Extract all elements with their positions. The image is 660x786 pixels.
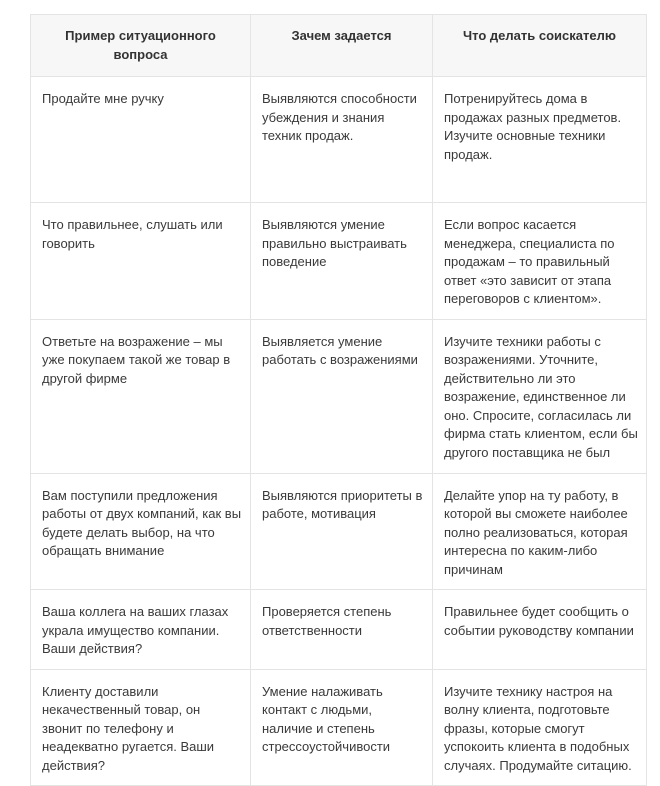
- cell-what-to-do: Правильнее будет сообщить о событии руководству компании: [433, 590, 647, 670]
- header-what-to-do: Что делать соискателю: [433, 15, 647, 77]
- cell-example-question: Клиенту доставили некачественный товар, он звонит по телефону и неадекватно ругается. Ваши действия?: [31, 669, 251, 786]
- interview-questions-table: [30, 14, 647, 786]
- cell-purpose: Выявляются приоритеты в работе, мотивация: [251, 473, 433, 590]
- cell-what-to-do: Делайте упор на ту работу, в которой вы сможете наиболее полно реализоваться, которая интересна по каким-либо причинам: [433, 473, 647, 590]
- table-row: [31, 77, 647, 203]
- interview-questions-table-wrap: [30, 14, 646, 786]
- cell-purpose: Выявляются умение правильно выстраивать поведение: [251, 203, 433, 320]
- table-row: [31, 473, 647, 590]
- cell-purpose: Выявляются способности убеждения и знания техник продаж.: [251, 77, 433, 203]
- cell-purpose: Умение налаживать контакт с людьми, наличие и степень стрессоустойчивости: [251, 669, 433, 786]
- cell-what-to-do: Если вопрос касается менеджера, специалиста по продажам – то правильный ответ «это зависит от этапа переговоров с клиентом».: [433, 203, 647, 320]
- cell-what-to-do: Изучите техники работы с возражениями. Уточните, действительно ли это возражение, единственное ли оно. Спросите, согласилась ли фирма стать клиентом, если бы другого поставщика не был: [433, 319, 647, 473]
- header-example-question: Пример ситуационного вопроса: [31, 15, 251, 77]
- cell-example-question: Вам поступили предложения работы от двух компаний, как вы будете делать выбор, на что обращать внимание: [31, 473, 251, 590]
- cell-purpose: Выявляется умение работать с возражениями: [251, 319, 433, 473]
- table-row: [31, 669, 647, 786]
- cell-example-question: Что правильнее, слушать или говорить: [31, 203, 251, 320]
- table-row: [31, 590, 647, 670]
- cell-example-question: Продайте мне ручку: [31, 77, 251, 203]
- cell-what-to-do: Изучите технику настроя на волну клиента, подготовьте фразы, которые смогут успокоить клиента в подобных случаях. Продумайте ситацию.: [433, 669, 647, 786]
- table-row: [31, 203, 647, 320]
- cell-what-to-do: Потренируйтесь дома в продажах разных предметов. Изучите основные техники продаж.: [433, 77, 647, 203]
- cell-purpose: Проверяется степень ответственности: [251, 590, 433, 670]
- table-row: [31, 319, 647, 473]
- cell-example-question: Ваша коллега на ваших глазах украла имущество компании. Ваши действия?: [31, 590, 251, 670]
- cell-example-question: Ответьте на возражение – мы уже покупаем такой же товар в другой фирме: [31, 319, 251, 473]
- header-purpose: Зачем задается: [251, 15, 433, 77]
- table-header-row: [31, 15, 647, 77]
